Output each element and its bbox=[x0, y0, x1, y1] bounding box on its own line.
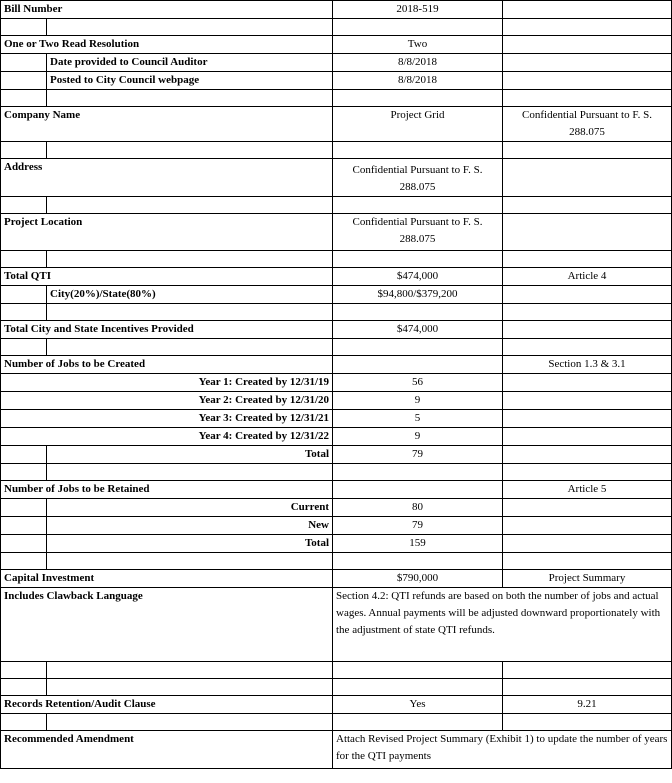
new-value: 79 bbox=[333, 517, 503, 535]
row-capital-investment bbox=[1, 570, 672, 588]
current-label: Current bbox=[47, 499, 333, 517]
date-provided-value: 8/8/2018 bbox=[333, 54, 503, 72]
jobs-created-label: Number of Jobs to be Created bbox=[1, 356, 333, 374]
recommended-amendment-label: Recommended Amendment bbox=[1, 731, 333, 769]
year-1-value: 56 bbox=[333, 374, 503, 392]
clawback-label: Includes Clawback Language bbox=[1, 588, 333, 662]
company-name-label: Company Name bbox=[1, 107, 333, 142]
total-qti-label: Total QTI bbox=[1, 268, 333, 286]
row-city-state bbox=[1, 286, 672, 304]
capital-investment-value: $790,000 bbox=[333, 570, 503, 588]
row-address bbox=[1, 159, 672, 197]
total-qti-note: Article 4 bbox=[503, 268, 672, 286]
records-retention-note: 9.21 bbox=[503, 696, 672, 714]
date-provided-label: Date provided to Council Auditor bbox=[47, 54, 333, 72]
row-posted bbox=[1, 72, 672, 90]
company-name-value: Project Grid bbox=[333, 107, 503, 142]
total-incentives-label: Total City and State Incentives Provided bbox=[1, 321, 333, 339]
current-value: 80 bbox=[333, 499, 503, 517]
row-year-4 bbox=[1, 428, 672, 446]
year-4-value: 9 bbox=[333, 428, 503, 446]
city-state-label: City(20%)/State(80%) bbox=[47, 286, 333, 304]
year-1-label: Year 1: Created by 12/31/19 bbox=[1, 374, 333, 392]
row-year-2 bbox=[1, 392, 672, 410]
read-resolution-value: Two bbox=[333, 36, 503, 54]
retained-total-value: 159 bbox=[333, 535, 503, 553]
jobs-retained-label: Number of Jobs to be Retained bbox=[1, 481, 333, 499]
row-total-incentives bbox=[1, 321, 672, 339]
jobs-retained-note: Article 5 bbox=[503, 481, 672, 499]
row-created-total bbox=[1, 446, 672, 464]
row-year-1 bbox=[1, 374, 672, 392]
bill-number-value: 2018-519 bbox=[333, 1, 503, 19]
row-read-resolution bbox=[1, 36, 672, 54]
year-3-value: 5 bbox=[333, 410, 503, 428]
row-jobs-retained bbox=[1, 481, 672, 499]
records-retention-value: Yes bbox=[333, 696, 503, 714]
row-records-retention bbox=[1, 696, 672, 714]
created-total-value: 79 bbox=[333, 446, 503, 464]
year-3-label: Year 3: Created by 12/31/21 bbox=[1, 410, 333, 428]
row-clawback bbox=[1, 588, 672, 662]
year-2-value: 9 bbox=[333, 392, 503, 410]
city-state-value: $94,800/$379,200 bbox=[333, 286, 503, 304]
capital-investment-note: Project Summary bbox=[503, 570, 672, 588]
posted-label: Posted to City Council webpage bbox=[47, 72, 333, 90]
row-year-3 bbox=[1, 410, 672, 428]
row-total-qti bbox=[1, 268, 672, 286]
row-new bbox=[1, 517, 672, 535]
recommended-amendment-text: Attach Revised Project Summary (Exhibit 1) to update the number of years for the QTI payments bbox=[333, 731, 672, 769]
total-incentives-value: $474,000 bbox=[333, 321, 503, 339]
year-4-label: Year 4: Created by 12/31/22 bbox=[1, 428, 333, 446]
total-qti-value: $474,000 bbox=[333, 268, 503, 286]
year-2-label: Year 2: Created by 12/31/20 bbox=[1, 392, 333, 410]
bill-number-label: Bill Number bbox=[1, 1, 333, 19]
row-current bbox=[1, 499, 672, 517]
row-recommended-amendment bbox=[1, 731, 672, 769]
row-date-provided bbox=[1, 54, 672, 72]
row-project-location bbox=[1, 214, 672, 251]
row-bill-number bbox=[1, 1, 672, 19]
project-location-value: Confidential Pursuant to F. S. 288.075 bbox=[333, 214, 503, 251]
posted-value: 8/8/2018 bbox=[333, 72, 503, 90]
row-company-name bbox=[1, 107, 672, 142]
project-location-label: Project Location bbox=[1, 214, 333, 251]
read-resolution-label: One or Two Read Resolution bbox=[1, 36, 333, 54]
records-retention-label: Records Retention/Audit Clause bbox=[1, 696, 333, 714]
retained-total-label: Total bbox=[47, 535, 333, 553]
new-label: New bbox=[47, 517, 333, 535]
clawback-text: Section 4.2: QTI refunds are based on both the number of jobs and actual wages. Annual payments will be adjusted downward proportionately with the adjustment of state QTI refunds. bbox=[333, 588, 672, 662]
created-total-label: Total bbox=[47, 446, 333, 464]
jobs-created-note: Section 1.3 & 3.1 bbox=[503, 356, 672, 374]
address-label: Address bbox=[1, 159, 333, 197]
row-jobs-created bbox=[1, 356, 672, 374]
capital-investment-label: Capital Investment bbox=[1, 570, 333, 588]
row-retained-total bbox=[1, 535, 672, 553]
address-value: Confidential Pursuant to F. S. 288.075 bbox=[333, 159, 503, 197]
company-name-note: Confidential Pursuant to F. S. 288.075 bbox=[503, 107, 672, 142]
